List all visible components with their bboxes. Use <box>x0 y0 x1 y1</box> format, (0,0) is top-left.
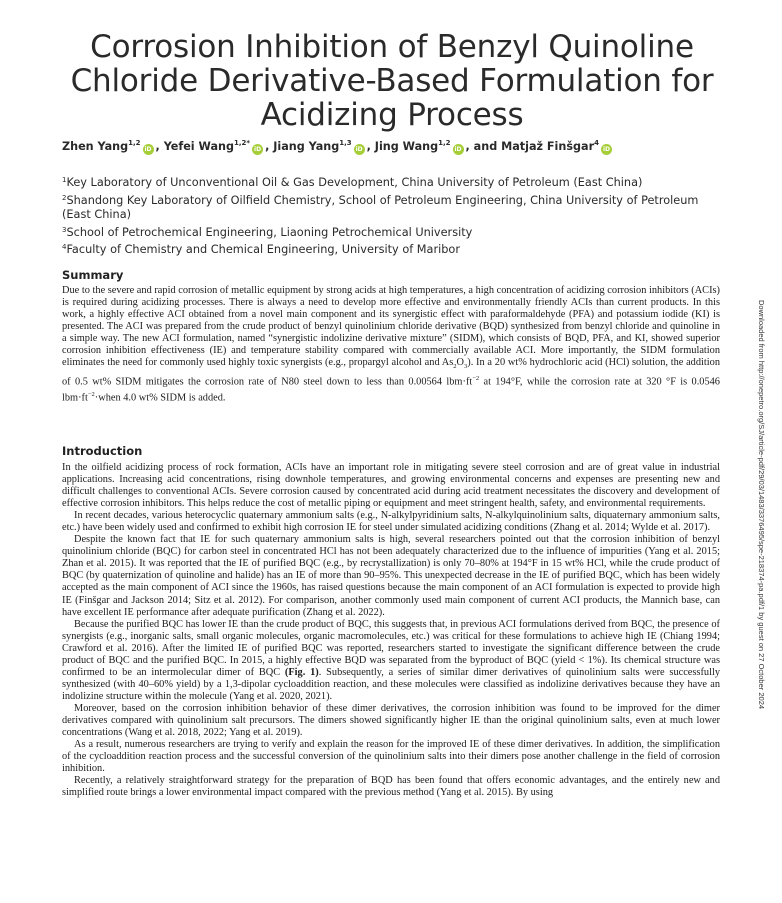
affiliation <box>62 191 722 223</box>
affiliation-number: 3 <box>62 225 67 234</box>
title-line: Corrosion Inhibition of Benzyl Quinoline <box>90 29 694 65</box>
paper-title <box>40 30 744 132</box>
intro-paragraph: In the oilfield acidizing process of rock formation, ACIs have an important role in mitigating severe steel corrosion and are of great value in industrial applications. Increasing acid concentrations, rising downhole temperatures, and growing environmental concerns and expenses are presenting new and difficult challenges to conventional ACIs. Severe corrosion caused by concentrated acid during acid treatment necessitates the discovery and development of effective corrosion inhibitors. This helps reduce the cost of metallic piping or equipment and meet stringent health, safety, and environmental requirements. <box>62 462 720 510</box>
author-separator: , <box>265 140 274 153</box>
title-line: Acidizing Process <box>260 97 524 133</box>
author-separator: , <box>155 140 164 153</box>
orcid-icon[interactable]: iD <box>254 146 262 153</box>
summary-body <box>62 285 720 404</box>
affiliation <box>62 173 722 191</box>
affiliation-text: School of Petrochemical Engineering, Liaoning Petrochemical University <box>66 225 473 239</box>
summary-heading: Summary <box>62 268 124 282</box>
orcid-icon[interactable]: iD <box>355 146 363 153</box>
affiliation-text: Faculty of Chemistry and Chemical Engineering, University of Maribor <box>66 243 460 256</box>
author-name: Matjaž Finšgar <box>501 140 595 153</box>
intro-paragraph: As a result, numerous researchers are trying to verify and explain the reason for the improved IE of these dimer derivatives. In addition, the simplification of the cycloaddition reaction process and the successful conversion of the quinolinium salts into their dimers pose another challenge in the field of corrosion inhibition. <box>62 739 720 775</box>
author-affiliation-marker: 4 <box>594 139 599 147</box>
author-affiliation-marker: 1,2 <box>438 139 451 147</box>
affiliation-text: Shandong Key Laboratory of Oilfield Chemistry, School of Petroleum Engineering, China University of Petroleum (East China) <box>62 193 699 221</box>
affiliation-number: 1 <box>62 176 67 184</box>
intro-paragraph: Recently, a relatively straightforward strategy for the preparation of BQD has been found that offers economic advantages, and the entirely new and simplified route brings a lower environmental impact compared with the previous method (Yang et al. 2015). By using <box>62 775 720 799</box>
intro-paragraph: Moreover, based on the corrosion inhibition behavior of these dimer derivatives, the corrosion inhibition was found to be improved for the dimer derivatives compared with quinolinium salt precursors. The dimers showed significantly higher IE than the original quinolinium salts, even at much lower concentrations (Wang et al. 2018, 2022; Yang et al. 2019). <box>62 702 720 739</box>
summary-paragraph: Due to the severe and rapid corrosion of metallic equipment by strong acids at high temperatures, a high concentration of acidizing corrosion inhibitors (ACIs) is required during acidizing processes. There is always a need to develop more effective and environmentally friendly ACIs than current products. In this work, a highly effective ACI obtained from a novel main component and its synergistic effect with paraformaldehyde (PFA) and potassium iodide (KI) is presented. The ACI was prepared from the crude product of benzyl quinolinium chloride derivative (BQD) synthesized from benzyl chloride and quinoline in a simple way. The new ACI formulation, named “synergistic indolizine derivative mixture” (SIDM), which consists of BQD, PFA, and KI, showed superior corrosion inhibition effectiveness (IE) and temperature stability compared with commercially available ACI. More importantly, the SIDM formulation eliminates the need for commonly used highly toxic synergists (e.g., propargyl alcohol and $As_2O_3$). In a 20 wt% hydrochloric acid (HCl) solution, the addition of 0.5 wt% SIDM mitigates the corrosion rate of N80 steel down to less than 0.00564 $lbm\cdot ft^{-2}$ at 194°F, while the corrosion rate at 320 °F is 0.0546 $lbm\cdot ft^{-2}\cdot when$ 4.0 wt% SIDM is added. <box>62 285 720 404</box>
title-line: Chloride Derivative-Based Formulation for <box>70 63 714 99</box>
affiliation-text: Key Laboratory of Unconventional Oil & Gas Development, China University of Petroleum (East China) <box>66 176 643 189</box>
author-name: Yefei Wang <box>163 140 234 153</box>
affiliation <box>62 240 722 258</box>
author-name: Jing Wang <box>374 140 439 153</box>
author-affiliation-marker: 1,3 <box>339 139 352 147</box>
orcid-icon[interactable]: iD <box>144 146 152 153</box>
download-watermark: Downloaded from http://onepetro.org/SJ/article-pdf/29/03/1483/3376495/spe-218374-pa.pdf/1 by guest on 27 October 2024 <box>757 300 766 710</box>
affiliation-list <box>62 173 722 258</box>
introduction-body <box>62 462 720 799</box>
author-list <box>62 139 742 155</box>
author-separator: , and <box>465 140 502 153</box>
author-affiliation-marker: 1,2* <box>234 139 251 147</box>
author-affiliation-marker: 1,2 <box>128 139 141 147</box>
author-separator: , <box>366 140 375 153</box>
author-name: Zhen Yang <box>62 140 129 153</box>
orcid-icon[interactable]: iD <box>602 146 610 153</box>
affiliation-number: 2 <box>62 193 67 202</box>
orcid-icon[interactable]: iD <box>454 146 462 153</box>
affiliation <box>62 223 722 241</box>
author-name: Jiang Yang <box>273 140 340 153</box>
intro-paragraph: In recent decades, various heterocyclic quaternary ammonium salts (e.g., N-alkylpyridinium salts, N-alkylquinolinium salts, diquaternary ammonium salts, etc.) have been widely used and confirmed to exhibit high corrosion IE for steel under simulated acidizing conditions (Zhang et al. 2014; Wylde et al. 2017). <box>62 510 720 534</box>
affiliation-number: 4 <box>62 243 67 251</box>
intro-paragraph: Despite the known fact that IE for such quaternary ammonium salts is high, several researchers pointed out that the corrosion inhibition of benzyl quinolinium chloride (BQC) for carbon steel in concentrated HCl has not been adequately characterized due to the influence of impurities (Yang et al. 2015; Zhan et al. 2015). It was reported that the IE of purified BQC (e.g., by recrystallization) is only 70–80% at 194°F in 15 wt% HCl, while the crude product of BQC (by quaternization of quinoline and halide) has an IE of more than 90–95%. This unexpected decrease in the IE of purified BQC, which has been widely accepted as the main component of ACI since the 1960s, has raised questions because the main component of an ACI formulation is expected to provide high IE (Finšgar and Jackson 2014; Sitz et al. 2012). For comparison, another commonly used main component of current ACI products, the Mannich base, can have excellent IE performance after adequate purification (Zhang et al. 2022). <box>62 534 720 618</box>
intro-paragraph: Because the purified BQC has lower IE than the crude product of BQC, this suggests that, in previous ACI formulations derived from BQC, the presence of synergists (e.g., inorganic salts, small organic molecules, organic macromolecules, etc.) was critical for these formulations to achieve high IE (Chiang 1994; Crawford et al. 2016). After the limited IE of purified BQC was reported, researchers started to investigate the significant difference between the crude product of BQC and the purified BQC. In 2015, a highly effective BQD was separated from the byproduct of BQC (yield < 1%). Its chemical structure was confirmed to be an intermolecular dimer of BQC (Fig. 1). Subsequently, a series of similar dimer derivatives of quinolinium salts were successfully synthesized (with 40–60% yield) by a 1,3-dipolar cycloaddition reaction, and these molecules were classified as indolizine derivatives because they have an indolizine structure within the molecule (Yang et al. 2020, 2021). <box>62 618 720 702</box>
introduction-heading: Introduction <box>62 444 143 458</box>
